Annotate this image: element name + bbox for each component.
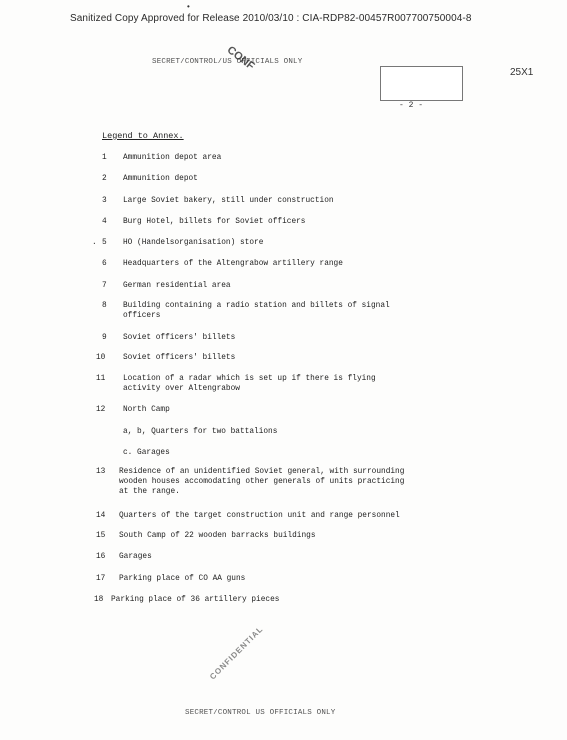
legend-item-text: Ammunition depot area [123,154,222,162]
redaction-box [380,66,463,101]
legend-item-text: HO (Handelsorganisation) store [123,239,264,247]
legend-item-text-cont: activity over Altengrabow [123,385,240,393]
legend-item-number: 2 [102,175,107,183]
legend-item-number: 1 [102,154,107,162]
legend-item-text: German residential area [123,282,231,290]
legend-item-text: Location of a radar which is set up if there is flying [123,375,376,383]
legend-item-text: Headquarters of the Altengrabow artillery range [123,260,343,268]
classification-top: SECRET/CONTROL/US OFFICIALS ONLY [152,58,303,66]
legend-item-text: Quarters of the target construction unit and range personnel [119,512,400,520]
legend-item-number: 10 [96,354,106,362]
legend-item-number: 7 [102,282,107,290]
legend-item-number: 3 [102,197,107,205]
legend-item-number: 15 [96,532,106,540]
legend-item-number: 18 [94,596,104,604]
legend-item-number: 8 [102,302,107,310]
legend-item-number: 12 [96,406,106,414]
legend-subitem-text: c. Garages [123,449,170,457]
legend-item-text: Large Soviet bakery, still under construction [123,197,334,205]
legend-item-number: 6 [102,260,107,268]
document-page: • Sanitized Copy Approved for Release 2010/03/10 : CIA-RDP82-00457R007700750004-8 SECRET/CONTROL/US OFFICIALS ONLY CONF - 2 - 25X1 Legend to Annex. 1 Ammunition depot area 2 Ammunition depot 3 Large Soviet bakery, still under construction 4 Burg Hotel, billets for Soviet officers . 5 HO (Handelsorganisation) store 6 Headquarters of the Altengrabow artillery range 7 German residential area 8 Building containing a radio station and billets of signal officers 9 Soviet officers' billets 10 Soviet officers' billets 11 Location of a radar which is set up if there is flying activity over Altengrabow 12 North Camp a, b, Quarters for two battalions c. Garages 13 Residence of an unidentified Soviet general, with surrounding wooden houses accomodating other generals of units practicing at the range. 14 Quarters of the target construction unit and range personnel 15 South Camp of 22 wooden barracks buildings 16 Garages 17 Parking place of CO AA guns 18 Parking place of 36 artillery pieces CONFIDENTIAL SECRET/CONTROL US OFFICIALS ONLY [0,0,567,740]
tick-mark: • [186,3,191,12]
classification-bottom: SECRET/CONTROL US OFFICIALS ONLY [185,709,336,717]
legend-item-number: 11 [96,375,106,383]
legend-item-text-cont: at the range. [119,488,180,496]
legend-item-text: Parking place of 36 artillery pieces [111,596,280,604]
page-number: - 2 - [399,101,424,110]
legend-item-text: Ammunition depot [123,175,198,183]
legend-item-text: Garages [119,553,152,561]
legend-item-text: Building containing a radio station and billets of signal [123,302,390,310]
legend-item-text: Soviet officers' billets [123,334,236,342]
legend-item-number: 9 [102,334,107,342]
legend-item-number: 4 [102,218,107,226]
legend-item-number: 14 [96,512,106,520]
legend-item-text: Burg Hotel, billets for Soviet officers [123,218,306,226]
confidential-stamp-top: CONF [224,44,257,73]
legend-item-text-cont: wooden houses accomodating other generals of units practicing [119,478,405,486]
legend-item-number: 17 [96,575,106,583]
confidential-stamp-bottom: CONFIDENTIAL [208,624,265,682]
legend-title: Legend to Annex. [102,131,184,141]
legend-item-number: 16 [96,553,106,561]
legend-item-text: Residence of an unidentified Soviet general, with surrounding [119,468,405,476]
legend-item-text: Parking place of CO AA guns [119,575,246,583]
legend-item-text: South Camp of 22 wooden barracks buildings [119,532,316,540]
legend-subitem-text: a, b, Quarters for two battalions [123,428,278,436]
legend-item-number: 13 [96,468,106,476]
exemption-code: 25X1 [510,67,534,78]
legend-item-number: 5 [102,239,107,247]
legend-item-text-cont: officers [123,312,161,320]
sanitized-banner: Sanitized Copy Approved for Release 2010/03/10 : CIA-RDP82-00457R007700750004-8 [70,13,472,24]
legend-item-text: North Camp [123,406,170,414]
legend-item-text: Soviet officers' billets [123,354,236,362]
